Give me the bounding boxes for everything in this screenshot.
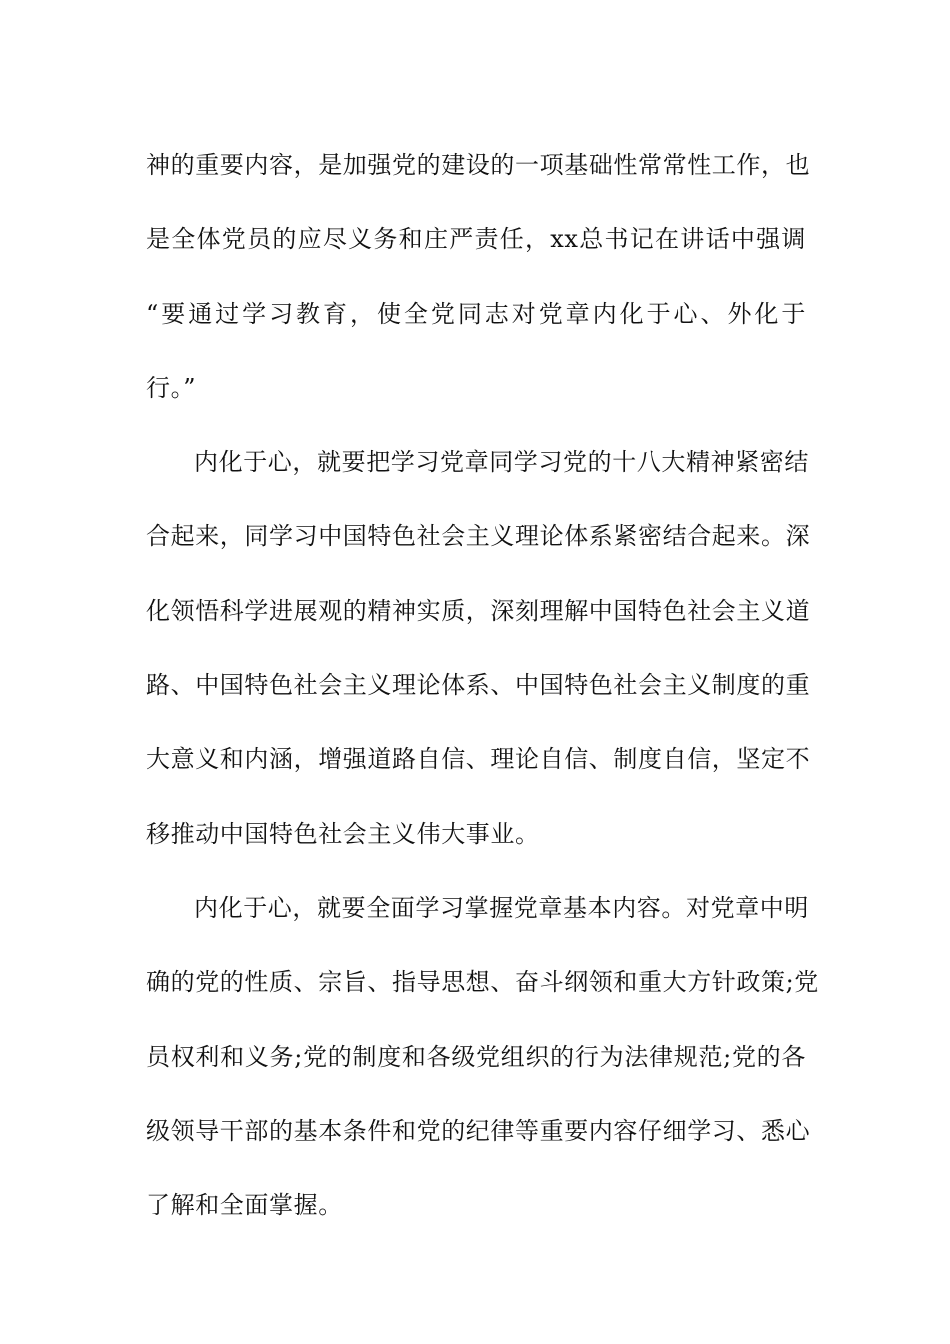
text-line: 了解和全面掌握。 xyxy=(146,1191,343,1220)
paragraph-3 xyxy=(146,871,819,1242)
text-line: 员权利和义务;党的制度和各级党组织的行为法律规范;党的各 xyxy=(146,1042,806,1071)
text-line: 行。” xyxy=(146,373,197,402)
document-body xyxy=(146,128,819,1242)
paragraph-1 xyxy=(146,128,811,425)
text-line: 内化于心，就要把学习党章同学习党的十八大精神紧密结 xyxy=(194,448,809,477)
text-line: 移推动中国特色社会主义伟大事业。 xyxy=(146,819,540,848)
text-line: 路、中国特色社会主义理论体系、中国特色社会主义制度的重 xyxy=(146,671,811,700)
text-line: 内化于心，就要全面学习掌握党章基本内容。对党章中明 xyxy=(194,893,809,922)
text-line: 合起来，同学习中国特色社会主义理论体系紧密结合起来。深 xyxy=(146,522,811,551)
text-line: 确的党的性质、宗旨、指导思想、奋斗纲领和重大方针政策;党 xyxy=(146,968,819,997)
text-line: “要通过学习教育，使全党同志对党章内化于心、外化于 xyxy=(146,299,806,328)
text-line: 神的重要内容，是加强党的建设的一项基础性常常性工作，也 xyxy=(146,151,811,179)
text-line: 化领悟科学进展观的精神实质，深刻理解中国特色社会主义道 xyxy=(146,596,811,625)
text-line: 是全体党员的应尽义务和庄严责任，xx总书记在讲话中强调 xyxy=(146,225,806,254)
text-line: 大意义和内涵，增强道路自信、理论自信、制度自信，坚定不 xyxy=(146,745,811,774)
text-line: 级领导干部的基本条件和党的纪律等重要内容仔细学习、悉心 xyxy=(146,1116,811,1145)
paragraph-2 xyxy=(146,425,811,871)
